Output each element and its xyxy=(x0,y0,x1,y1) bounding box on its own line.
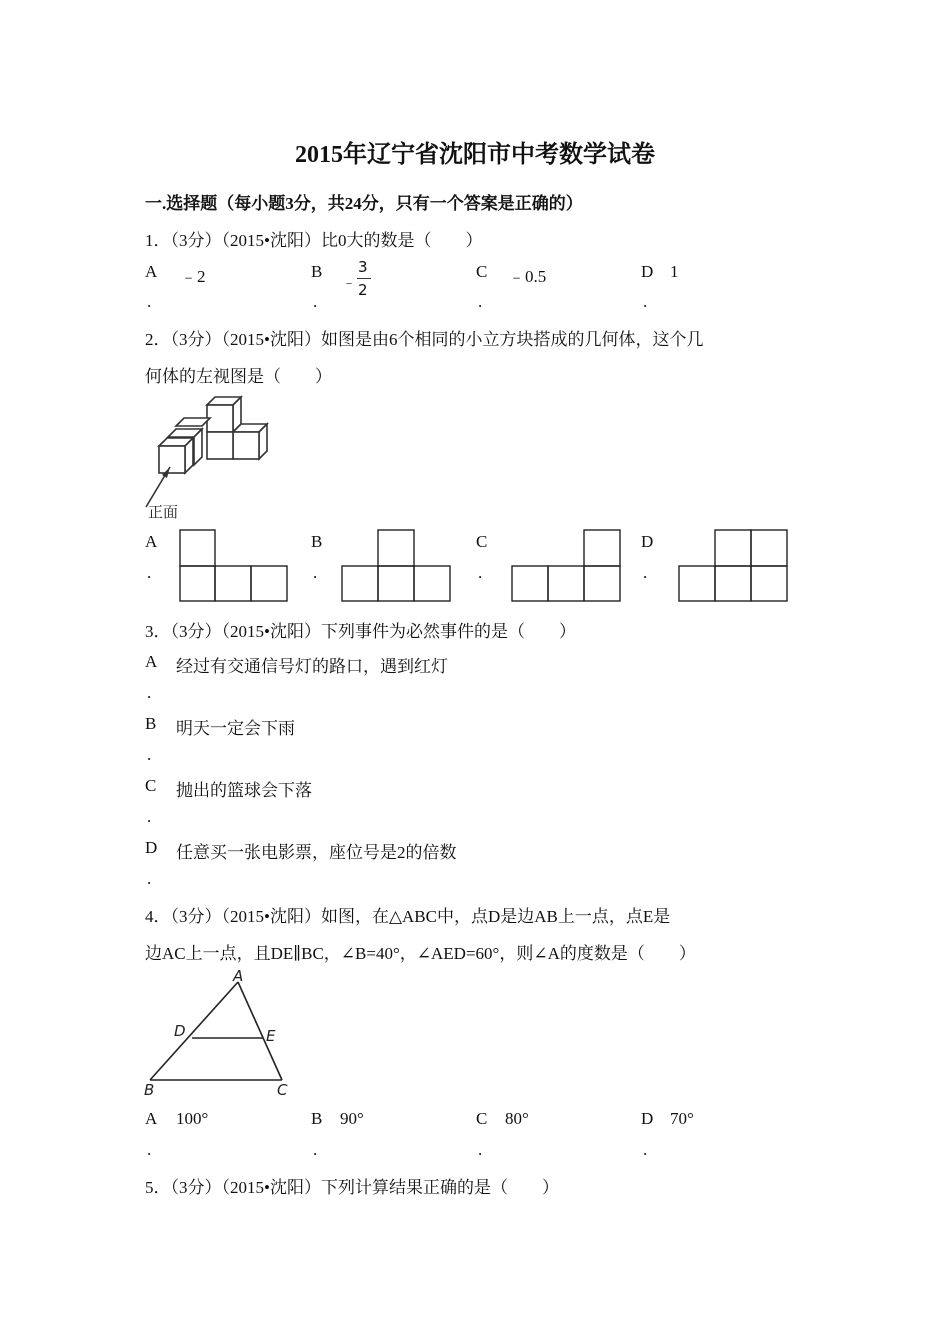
q1-option-b-minus: ﹣ xyxy=(342,275,356,291)
question-4-stem-line2: 边AC上一点，且DE∥BC，∠B=40°，∠AED=60°，则∠A的度数是（ ） xyxy=(145,944,696,963)
q2-option-d-letter: D xyxy=(641,532,654,551)
q1-option-b-numerator: 3 xyxy=(358,258,368,276)
q3-option-c-dot: . xyxy=(147,807,152,826)
q2-cube-figure xyxy=(140,393,280,523)
q3-option-a-dot: . xyxy=(147,683,152,702)
q1-fraction-bar xyxy=(357,278,371,279)
q4-option-a-dot: . xyxy=(147,1140,152,1159)
q2-option-d-view xyxy=(678,529,790,603)
q2-front-label: 正面 xyxy=(148,503,179,521)
q1-option-d-letter: D xyxy=(641,262,654,281)
q1-option-c-letter: C xyxy=(476,262,488,281)
q1-option-b-dot: . xyxy=(313,292,318,311)
q1-option-d-text: 1 xyxy=(670,262,679,281)
q4-label-e: E xyxy=(266,1027,276,1045)
q1-option-b-letter: B xyxy=(311,262,323,281)
q4-triangle-figure xyxy=(140,968,300,1100)
q4-option-d-text: 70° xyxy=(670,1109,694,1128)
question-4-stem-line1: 4．（3分）（2015•沈阳）如图，在△ABC中，点D是边AB上一点，点E是 xyxy=(145,907,671,926)
q2-option-c-letter: C xyxy=(476,532,488,551)
q4-side-ab xyxy=(150,982,238,1080)
q1-option-d-dot: . xyxy=(643,292,648,311)
q3-option-b-dot: . xyxy=(147,745,152,764)
q2-option-a-view xyxy=(179,529,289,603)
question-5-stem: 5．（3分）（2015•沈阳）下列计算结果正确的是（ ） xyxy=(145,1178,559,1197)
q4-option-c-text: 80° xyxy=(505,1109,529,1128)
q1-option-c-dot: . xyxy=(478,292,483,311)
section-heading: 一.选择题（每小题3分，共24分，只有一个答案是正确的） xyxy=(145,194,583,213)
q1-option-b-denominator: 2 xyxy=(358,281,368,299)
q3-option-c-text: 抛出的篮球会下落 xyxy=(176,781,312,800)
q3-option-b-letter: B xyxy=(145,714,157,733)
q2-option-c-view xyxy=(511,529,623,603)
page-title: 2015年辽宁省沈阳市中考数学试卷 xyxy=(295,142,655,168)
q1-option-a-text: ﹣2 xyxy=(180,267,206,286)
q4-option-d-dot: . xyxy=(643,1140,648,1159)
q4-option-b-letter: B xyxy=(311,1109,323,1128)
q4-option-c-dot: . xyxy=(478,1140,483,1159)
q1-option-c-text: ﹣0.5 xyxy=(508,267,547,286)
q2-option-b-letter: B xyxy=(311,532,323,551)
q3-option-d-dot: . xyxy=(147,869,152,888)
q3-option-d-letter: D xyxy=(145,838,158,857)
q3-option-a-text: 经过有交通信号灯的路口，遇到红灯 xyxy=(176,657,448,676)
q2-option-a-dot: . xyxy=(147,563,152,582)
q4-label-a: A xyxy=(233,967,244,985)
q3-option-c-letter: C xyxy=(145,776,157,795)
q4-option-a-letter: A xyxy=(145,1109,158,1128)
q4-option-a-text: 100° xyxy=(176,1109,209,1128)
question-2-stem-line2: 何体的左视图是（ ） xyxy=(145,367,332,386)
q3-option-d-text: 任意买一张电影票，座位号是2的倍数 xyxy=(176,843,457,862)
q4-label-b: B xyxy=(144,1081,155,1099)
q4-option-b-text: 90° xyxy=(340,1109,364,1128)
q4-label-c: C xyxy=(277,1081,288,1099)
q1-option-a-letter: A xyxy=(145,262,158,281)
q4-label-d: D xyxy=(174,1022,186,1040)
q2-option-d-dot: . xyxy=(643,563,648,582)
q4-option-d-letter: D xyxy=(641,1109,654,1128)
q2-option-c-dot: . xyxy=(478,563,483,582)
q3-option-b-text: 明天一定会下雨 xyxy=(176,719,295,738)
question-3-stem: 3．（3分）（2015•沈阳）下列事件为必然事件的是（ ） xyxy=(145,622,576,641)
q4-option-c-letter: C xyxy=(476,1109,488,1128)
q4-option-b-dot: . xyxy=(313,1140,318,1159)
question-1-stem: 1．（3分）（2015•沈阳）比0大的数是（ ） xyxy=(145,231,483,250)
q3-option-a-letter: A xyxy=(145,652,158,671)
q2-option-b-view xyxy=(341,529,453,603)
q1-option-a-dot: . xyxy=(147,292,152,311)
q2-option-b-dot: . xyxy=(313,563,318,582)
q2-option-a-letter: A xyxy=(145,532,158,551)
question-2-stem-line1: 2．（3分）（2015•沈阳）如图是由6个相同的小立方块搭成的几何体，这个几 xyxy=(145,330,704,349)
